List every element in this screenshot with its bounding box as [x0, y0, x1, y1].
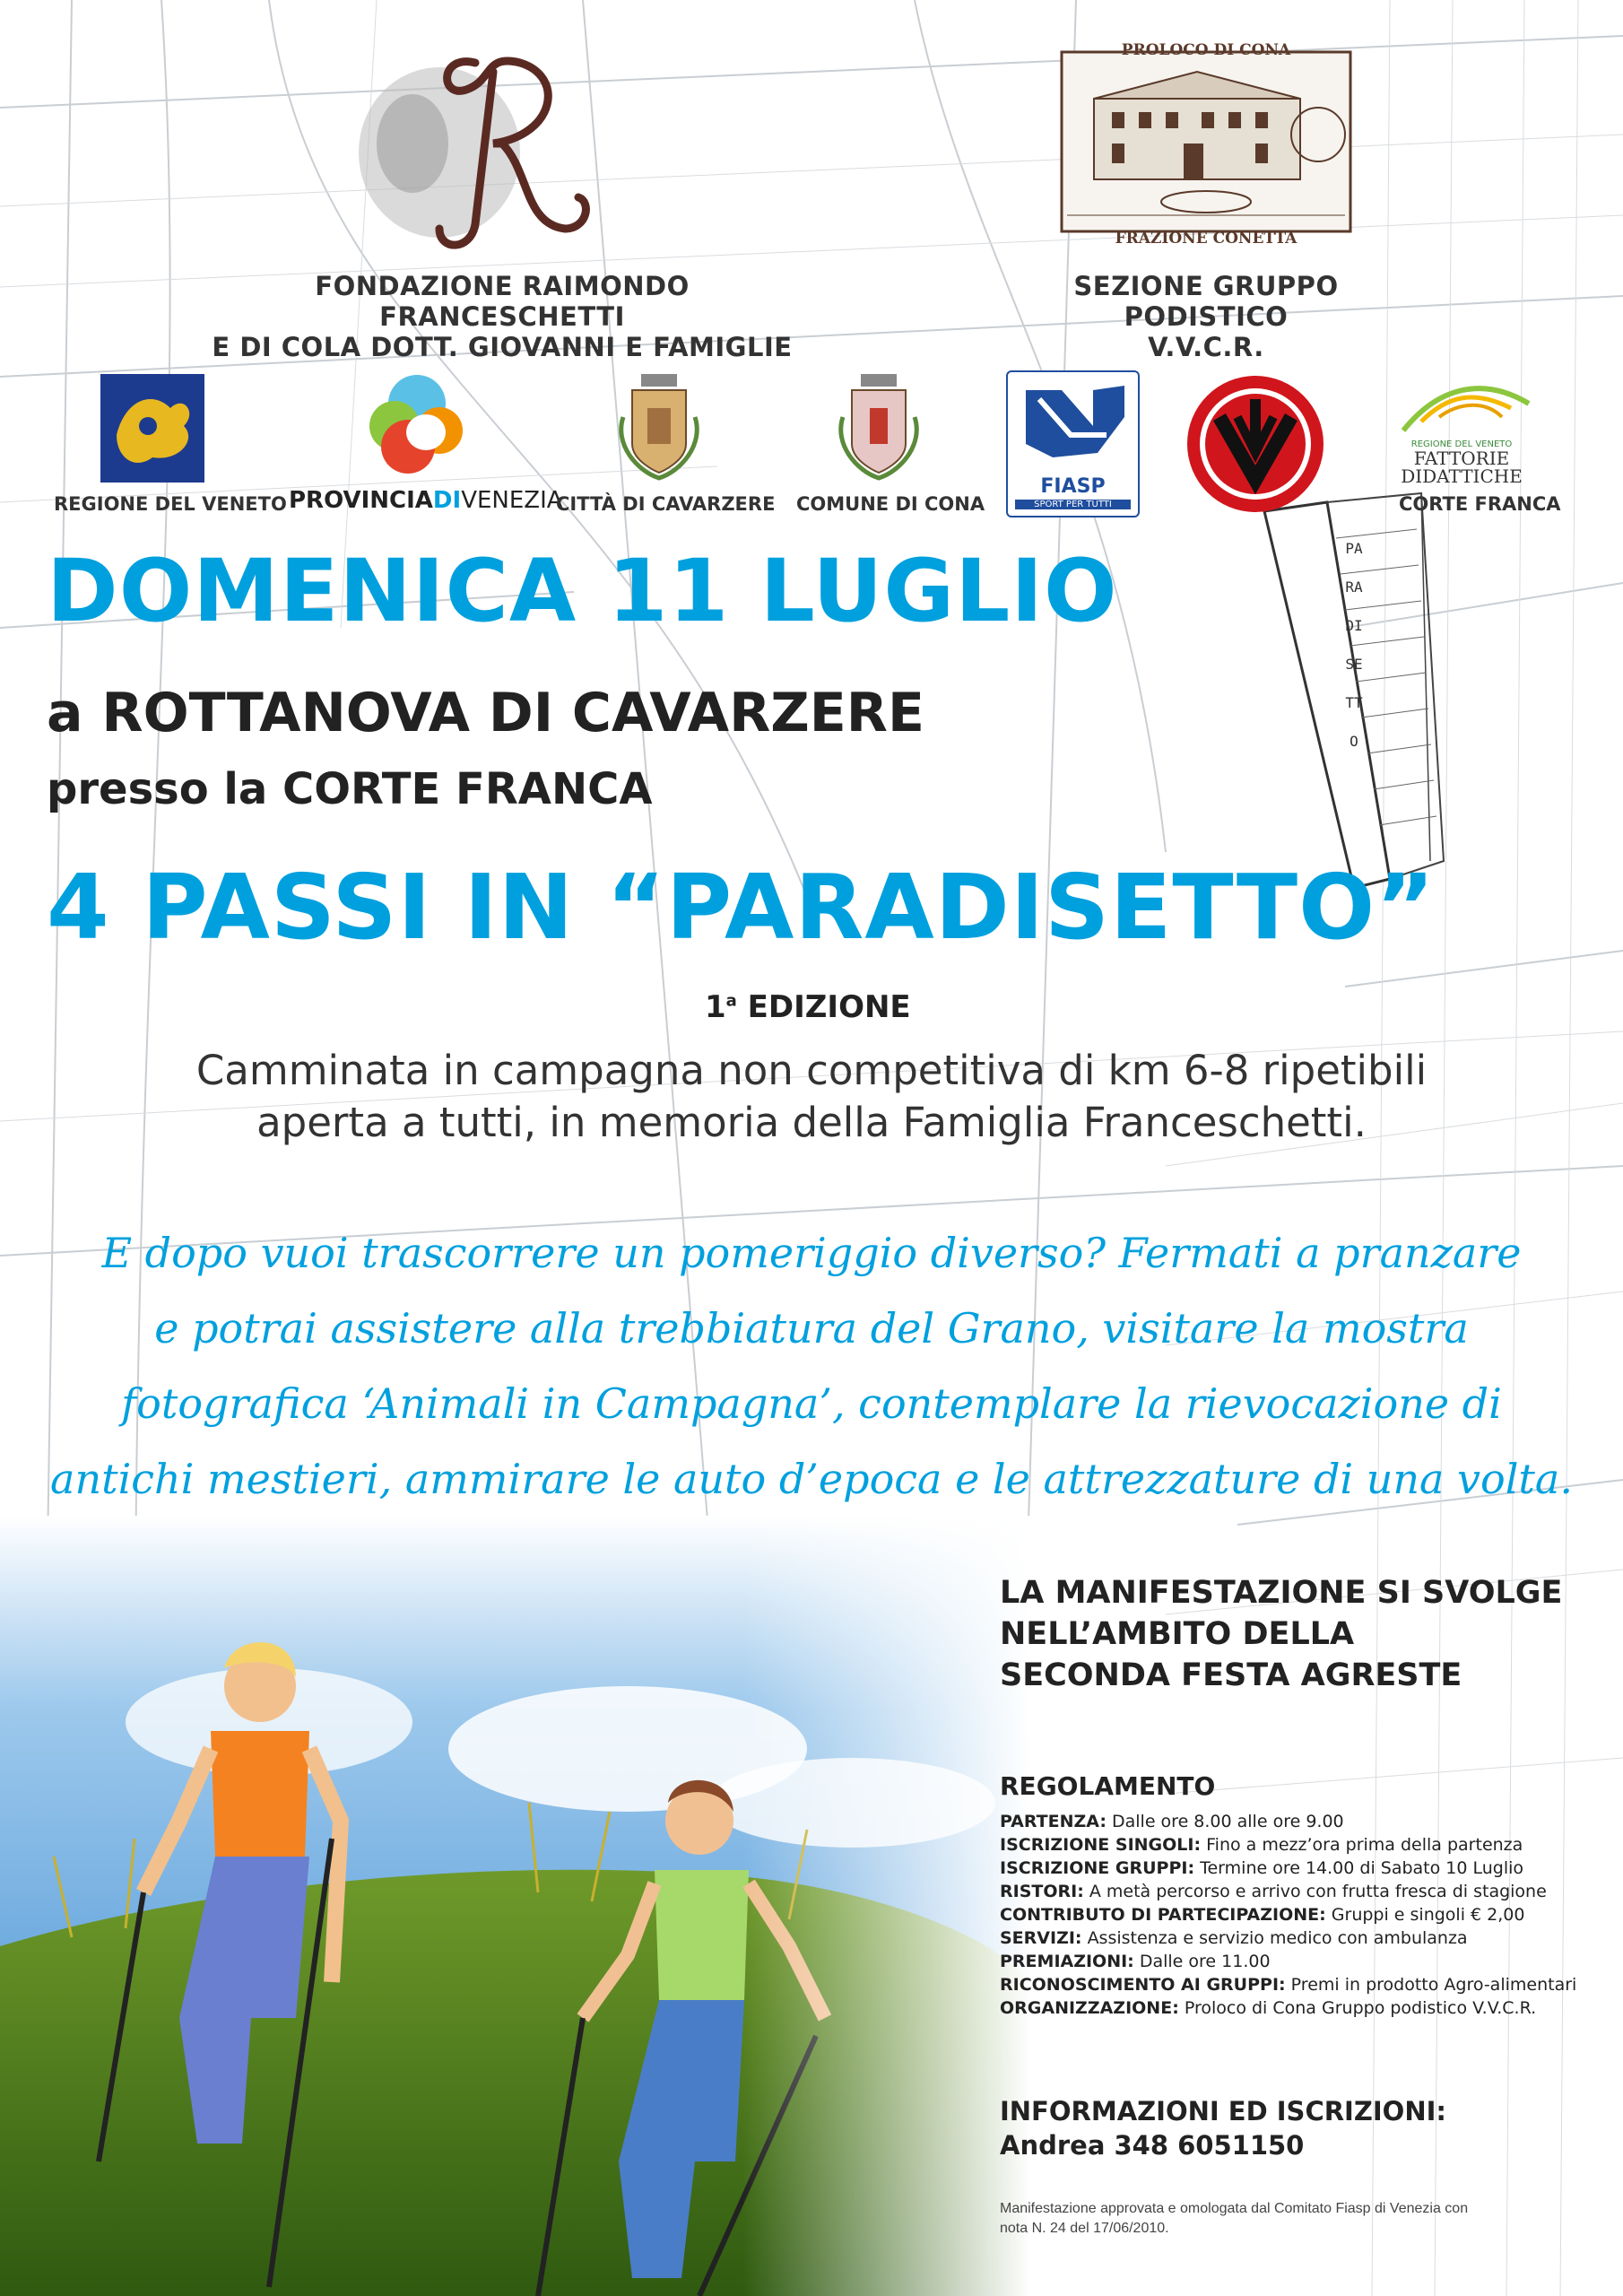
festa-line3: SECONDA FESTA AGRESTE	[1000, 1657, 1462, 1693]
fattorie-top: REGIONE DEL VENETO	[1410, 439, 1513, 449]
rule-label: ORGANIZZAZIONE:	[1000, 1998, 1179, 2018]
event-description	[36, 1045, 1587, 1149]
rule-text: Proloco di Cona Gruppo podistico V.V.C.R.	[1184, 1998, 1537, 2018]
provincia-venezia-logo-icon	[354, 368, 480, 484]
rule-label: ISCRIZIONE SINGOLI:	[1000, 1835, 1202, 1855]
note-line2: nota N. 24 del 17/06/2010.	[1000, 2221, 1169, 2236]
note-line1: Manifestazione approvata e omologata dal Comitato Fiasp di Venezia con	[1000, 2201, 1469, 2216]
rule-riconoscimento	[1000, 1973, 1610, 1996]
rule-label: RISTORI:	[1000, 1882, 1084, 1901]
edition-number: 1	[705, 989, 726, 1025]
fattorie-didattiche-label	[1363, 439, 1560, 485]
rule-contributo	[1000, 1903, 1610, 1926]
fondazione-line2: E DI COLA DOTT. GIOVANNI E FAMIGLIE	[212, 332, 793, 362]
rule-text: Termine ore 14.00 di Sabato 10 Luglio	[1200, 1858, 1524, 1878]
rule-iscrizione-singoli	[1000, 1833, 1610, 1857]
rule-iscrizione-gruppi	[1000, 1857, 1610, 1880]
provincia-di: DI	[432, 487, 462, 514]
proloco-line1: SEZIONE GRUPPO PODISTICO	[1073, 271, 1339, 332]
info-contact: Andrea 348 6051150	[1000, 2130, 1305, 2161]
proloco-section	[995, 271, 1417, 362]
fattorie-didattiche-sun-icon	[1385, 368, 1538, 448]
info-block	[1000, 2094, 1446, 2162]
edition-superscript: a	[725, 991, 737, 1011]
regione-veneto-lion-icon	[99, 372, 206, 484]
event-location: a ROTTANOVA DI CAVARZERE	[47, 682, 924, 744]
comune-cona-crest-icon	[829, 372, 928, 484]
festa-agreste-block	[1000, 1572, 1592, 1696]
event-venue: presso la CORTE FRANCA	[47, 764, 653, 814]
fondazione-monogram-logo	[341, 36, 610, 260]
fiasp-logo	[1006, 370, 1140, 517]
afternoon-invitation-text	[27, 1215, 1596, 1517]
script-line3: fotografica ‘Animali in Campagna’, contemplare la rievocazione di	[121, 1379, 1502, 1428]
regolamento-list	[1000, 1810, 1610, 2020]
provincia-word: PROVINCIA	[289, 487, 433, 514]
fiasp-text: FIASP	[1040, 475, 1106, 498]
fondazione-name	[206, 271, 798, 362]
rule-label: SERVIZI:	[1000, 1928, 1082, 1948]
citta-cavarzere-crest-icon	[610, 372, 708, 484]
rule-ristori	[1000, 1880, 1610, 1903]
provincia-venezia-caption	[289, 487, 563, 514]
event-title: 4 PASSI IN “PARADISETTO”	[47, 855, 1436, 960]
regolamento-title: REGOLAMENTO	[1000, 1771, 1216, 1801]
fiasp-foot-icon	[1008, 372, 1138, 471]
proloco-line2: V.V.C.R.	[1148, 332, 1264, 362]
paradisetto-road-label: PARADISETTO	[1345, 540, 1363, 750]
rule-label: PARTENZA:	[1000, 1812, 1107, 1831]
rule-text: Dalle ore 8.00 alle ore 9.00	[1111, 1812, 1344, 1831]
rule-text: Gruppi e singoli € 2,00	[1331, 1905, 1525, 1925]
script-line2: e potrai assistere alla trebbiatura del Grano, visitare la mostra	[154, 1304, 1469, 1352]
nordic-walkers-photo	[0, 1516, 1031, 2296]
rule-text: Premi in prodotto Agro-alimentari	[1290, 1975, 1577, 1995]
proloco-engraving	[1058, 36, 1354, 251]
edition-word: EDIZIONE	[747, 989, 911, 1025]
rule-label: CONTRIBUTO DI PARTECIPAZIONE:	[1000, 1905, 1326, 1925]
fattorie-name: FATTORIE DIDATTICHE	[1401, 448, 1523, 487]
rule-text: Assistenza e servizio medico con ambulanza	[1087, 1928, 1468, 1948]
rule-label: RICONOSCIMENTO AI GRUPPI:	[1000, 1975, 1286, 1995]
proloco-badge-top: PROLOCO DI CONA	[1121, 41, 1291, 59]
rule-label: PREMIAZIONI:	[1000, 1952, 1134, 1971]
festa-line2: NELL’AMBITO DELLA	[1000, 1616, 1355, 1652]
info-title: INFORMAZIONI ED ISCRIZIONI:	[1000, 2096, 1446, 2126]
rule-text: A metà percorso e arrivo con frutta fresca di stagione	[1089, 1882, 1547, 1901]
rule-text: Fino a mezz’ora prima della partenza	[1206, 1835, 1523, 1855]
event-edition	[705, 989, 911, 1025]
festa-line1: LA MANIFESTAZIONE SI SVOLGE	[1000, 1575, 1563, 1611]
rule-premiazioni	[1000, 1950, 1610, 1973]
event-date: DOMENICA 11 LUGLIO	[47, 541, 1118, 641]
comune-cona-caption: COMUNE DI CONA	[796, 493, 985, 515]
fondazione-line1: FONDAZIONE RAIMONDO FRANCESCHETTI	[315, 271, 690, 332]
ivv-badge-icon	[1184, 372, 1327, 516]
rule-text: Dalle ore 11.00	[1139, 1952, 1271, 1971]
rule-organizzazione	[1000, 1996, 1610, 2020]
description-line1: Camminata in campagna non competitiva di km 6-8 ripetibili	[195, 1047, 1428, 1094]
script-line1: E dopo vuoi trascorrere un pomeriggio diverso? Fermati a pranzare	[101, 1229, 1522, 1277]
approval-note	[1000, 2199, 1610, 2239]
citta-cavarzere-caption: CITTÀ DI CAVARZERE	[556, 493, 776, 515]
fiasp-sub: SPORT PER TUTTI	[1015, 500, 1131, 509]
corte-franca-caption: CORTE FRANCA	[1399, 493, 1561, 515]
regione-veneto-caption: REGIONE DEL VENETO	[54, 493, 287, 515]
rule-servizi	[1000, 1926, 1610, 1950]
rule-partenza	[1000, 1810, 1610, 1833]
description-line2: aperta a tutti, in memoria della Famiglia Franceschetti.	[256, 1099, 1367, 1146]
rule-label: ISCRIZIONE GRUPPI:	[1000, 1858, 1195, 1878]
proloco-badge	[1058, 36, 1354, 251]
provincia-venezia-word: VENEZIA	[461, 487, 563, 514]
proloco-badge-bottom: FRAZIONE CONETTA	[1115, 230, 1298, 248]
script-line4: antichi mestieri, ammirare le auto d’epoca e le attrezzature di una volta.	[50, 1455, 1573, 1503]
